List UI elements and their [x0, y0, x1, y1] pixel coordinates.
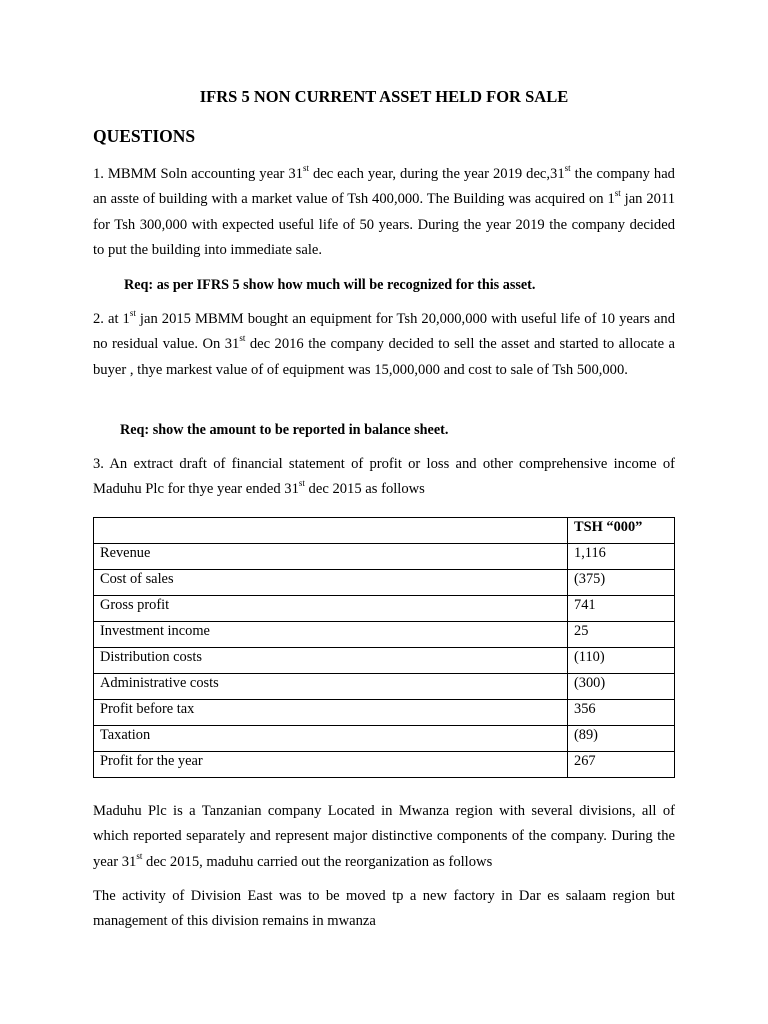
table-row — [94, 596, 675, 622]
row-amount: (110) — [568, 648, 675, 674]
row-label: Distribution costs — [94, 648, 568, 674]
document-title: IFRS 5 NON CURRENT ASSET HELD FOR SALE — [199, 87, 569, 106]
row-amount: 1,116 — [568, 544, 675, 570]
table-header-label — [94, 518, 568, 544]
row-label: Investment income — [94, 622, 568, 648]
row-label: Profit before tax — [94, 700, 568, 726]
section-heading-questions: QUESTIONS — [93, 126, 196, 146]
division-east-text: The activity of Division East was to be moved tp a new factory in Dar es salaam region but management of this division remains in mwanza — [93, 888, 675, 930]
question-1-requirement: Req: as per IFRS 5 show how much will be recognized for this asset. — [124, 277, 536, 293]
row-amount: 267 — [568, 752, 675, 778]
row-amount: 741 — [568, 596, 675, 622]
row-amount: 356 — [568, 700, 675, 726]
question-2-text: 2. at 1st jan 2015 MBMM bought an equipment for Tsh 20,000,000 with useful life of 10 years and no residual value. On 31st dec 2016 the company decided to sell the asset and started to allocate a buyer , thye markest value of of equipment was 15,000,000 and cost to sale of Tsh 500,000. — [93, 308, 676, 378]
table-row — [94, 622, 675, 648]
row-label: Cost of sales — [94, 570, 568, 596]
question-1-text: 1. MBMM Soln accounting year 31st dec each year, during the year 2019 dec,31st the company had an asste of building with a market value of Tsh 400,000. The Building was acquired on 1st jan 2011 for Tsh 300,000 with expected useful life of 50 years. During the year 2019 the company decided to put the building into immediate sale. — [93, 163, 675, 258]
income-statement-table — [93, 517, 675, 778]
question-2-requirement: Req: show the amount to be reported in balance sheet. — [120, 422, 449, 438]
question-3-text: 3. An extract draft of financial statement of profit or loss and other comprehensive income of Maduhu Plc for thye year ended 31st dec 2015 as follows — [93, 456, 675, 498]
table-header-amount: TSH “000” — [568, 518, 675, 544]
table-row — [94, 700, 675, 726]
table-row — [94, 570, 675, 596]
company-description-text: Maduhu Plc is a Tanzanian company Located in Mwanza region with several divisions, all of which reported separately and represent major distinctive components of the company. During the year 31st dec 2015, maduhu carried out the reorganization as follows — [93, 803, 675, 870]
table-row — [94, 752, 675, 778]
table-header-row — [94, 518, 675, 544]
table-row — [94, 648, 675, 674]
table-row — [94, 674, 675, 700]
row-amount: (89) — [568, 726, 675, 752]
table-row — [94, 544, 675, 570]
row-label: Revenue — [94, 544, 568, 570]
row-amount: (375) — [568, 570, 675, 596]
row-label: Gross profit — [94, 596, 568, 622]
row-label: Taxation — [94, 726, 568, 752]
row-amount: (300) — [568, 674, 675, 700]
row-label: Administrative costs — [94, 674, 568, 700]
row-label: Profit for the year — [94, 752, 568, 778]
row-amount: 25 — [568, 622, 675, 648]
table-row — [94, 726, 675, 752]
